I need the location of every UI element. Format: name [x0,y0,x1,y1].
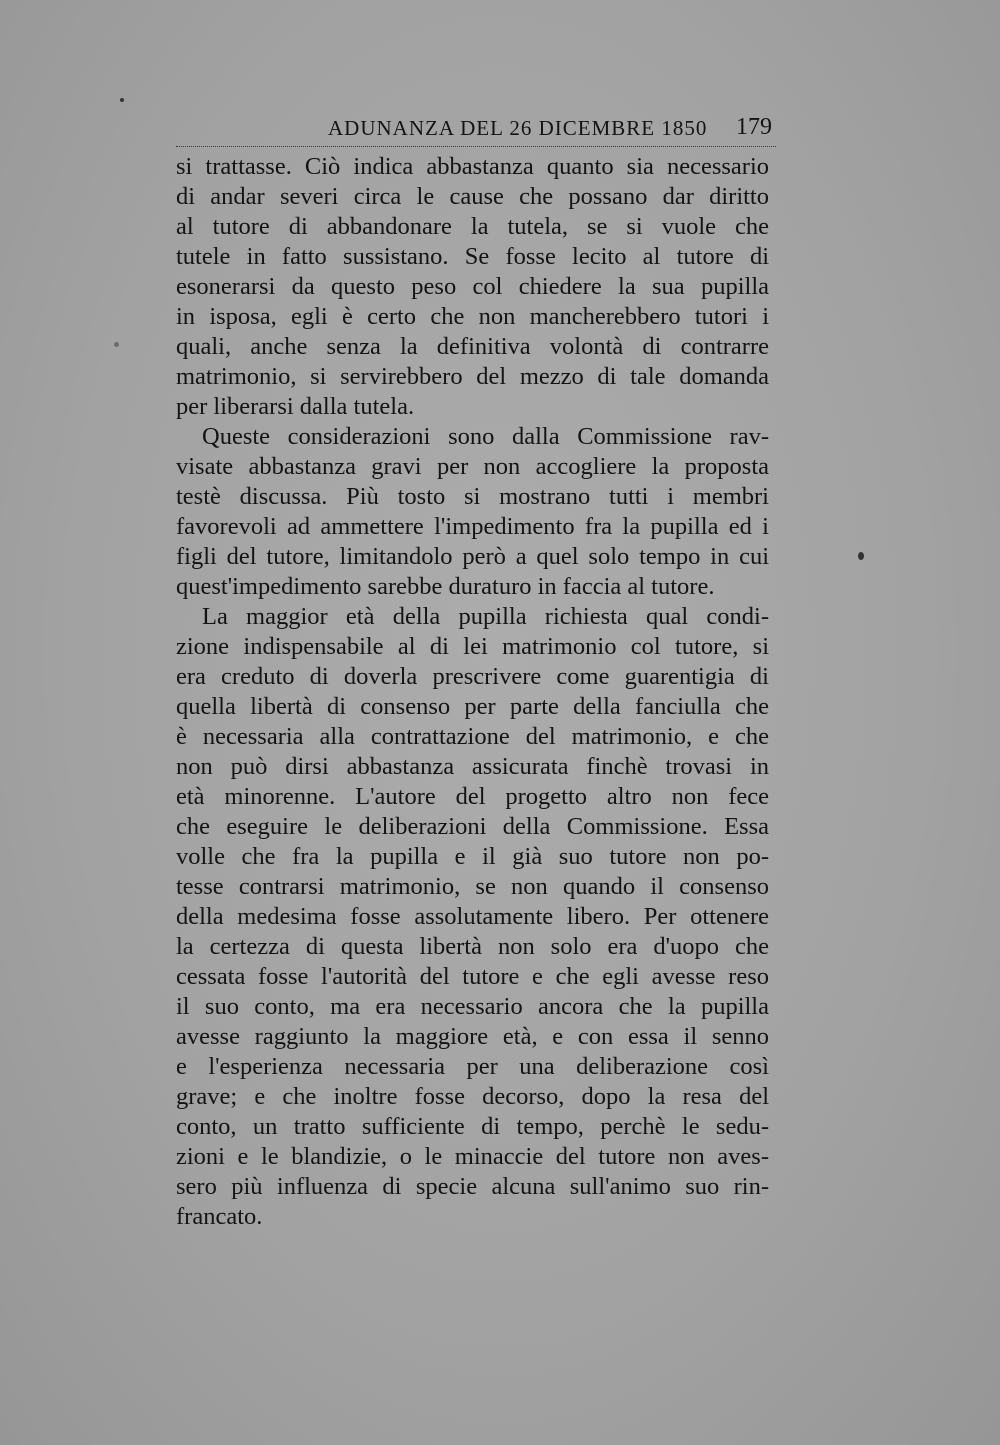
text-line: conto, un tratto sufficiente di tempo, perchè le sedu- [176,1113,769,1140]
text-line: tesse contrarsi matrimonio, se non quando il consenso [176,873,769,900]
text-line: zione indispensabile al di lei matrimonio col tutore, si [176,633,769,660]
text-line: per liberarsi dalla tutela. [176,393,415,420]
text-line: quest'impedimento sarebbe duraturo in faccia al tutore. [176,573,715,600]
text-line: si trattasse. Ciò indica abbastanza quanto sia necessario [176,153,769,180]
text-line: visate abbastanza gravi per non accogliere la proposta [176,453,769,480]
text-line: la certezza di questa libertà non solo era d'uopo che [176,933,769,960]
text-line: zioni e le blandizie, o le minaccie del tutore non aves- [176,1143,769,1170]
running-title: ADUNANZA DEL 26 DICEMBRE 1850 [328,116,708,140]
page-number: 179 [736,114,772,140]
text-line: che eseguire le deliberazioni della Commissione. Essa [176,813,769,840]
text-line: grave; e che inoltre fosse decorso, dopo la resa del [176,1083,769,1110]
text-line: della medesima fosse assolutamente libero. Per ottenere [176,903,769,930]
paper-speck [120,98,124,102]
paper-speck [114,342,119,347]
text-line: sero più influenza di specie alcuna sull'animo suo rin- [176,1173,769,1200]
text-line: età minorenne. L'autore del progetto altro non fece [176,783,769,810]
page-header [176,112,776,148]
body-text [176,152,769,1232]
text-line: e l'esperienza necessaria per una deliberazione così [176,1053,769,1080]
header-rule [176,146,776,147]
text-line: Queste considerazioni sono dalla Commissione rav- [202,423,769,450]
text-line: era creduto di doverla prescrivere come guarentigia di [176,663,769,690]
text-line: La maggior età della pupilla richiesta qual condi- [202,603,769,630]
text-line: in isposa, egli è certo che non mancherebbero tutori i [176,303,769,330]
text-line: cessata fosse l'autorità del tutore e che egli avesse reso [176,963,769,990]
text-line: matrimonio, si servirebbero del mezzo di tale domanda [176,363,769,390]
text-line: figli del tutore, limitandolo però a quel solo tempo in cui [176,543,769,570]
text-line: testè discussa. Più tosto si mostrano tutti i membri [176,483,769,510]
text-line: favorevoli ad ammettere l'impedimento fra la pupilla ed i [176,513,769,540]
text-line: di andar severi circa le cause che possano dar diritto [176,183,769,210]
text-line: quella libertà di consenso per parte della fanciulla che [176,693,769,720]
text-line: volle che fra la pupilla e il già suo tutore non po- [176,843,769,870]
text-line: esonerarsi da questo peso col chiedere la sua pupilla [176,273,769,300]
text-line: francato. [176,1203,263,1230]
text-line: è necessaria alla contrattazione del matrimonio, e che [176,723,769,750]
paper-speck [858,552,864,560]
text-line: quali, anche senza la definitiva volontà di contrarre [176,333,769,360]
text-line: al tutore di abbandonare la tutela, se si vuole che [176,213,769,240]
text-line: tutele in fatto sussistano. Se fosse lecito al tutore di [176,243,769,270]
text-line: non può dirsi abbastanza assicurata finchè trovasi in [176,753,769,780]
text-line: avesse raggiunto la maggiore età, e con essa il senno [176,1023,769,1050]
text-line: il suo conto, ma era necessario ancora che la pupilla [176,993,769,1020]
